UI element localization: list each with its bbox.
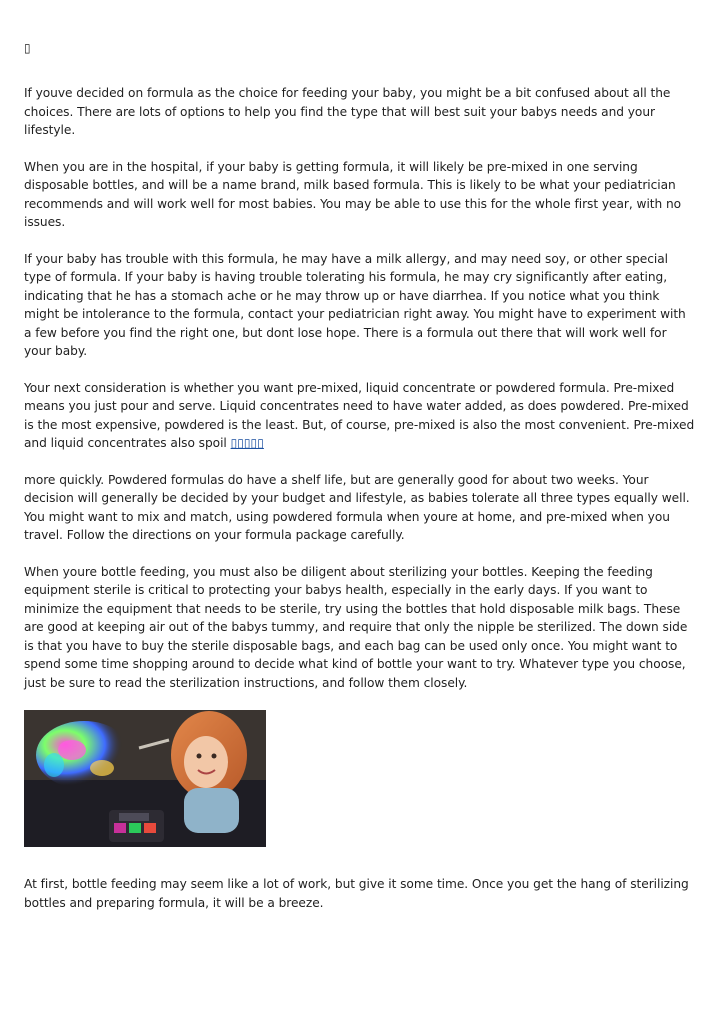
article-photo-graphic xyxy=(24,710,266,847)
article-photo xyxy=(24,710,266,847)
document-page xyxy=(24,40,696,930)
paragraph-powdered: more quickly. Powdered formulas do have a shelf life, but are generally good for about two weeks. Your decision will generally be decided by your budget and lifestyle, as babies tolerate all three types equally well. You might want to mix and match, using powdered formula when youre at home, and pre-mixed when you travel. Follow the directions on your formula package carefully. xyxy=(24,472,690,542)
missing-glyph-marker: ▯ xyxy=(24,41,31,55)
inline-link[interactable]: ▯▯▯▯▯ xyxy=(230,436,264,450)
paragraph-formula-types-text: Your next consideration is whether you want pre-mixed, liquid concentrate or powdered formula. Pre-mixed means you just pour and serve. Liquid concentrates need to have water added, as does powdered. Pre-mixed is the most expensive, powdered is the least. But, of course, pre-mixed is also the most convenient. Pre-mixed and liquid concentrates also spoil xyxy=(24,380,695,450)
paragraph-hospital: When you are in the hospital, if your baby is getting formula, it will likely be pre-mixed in one serving disposable bottles, and will be a name brand, milk based formula. This is likely to be what your pediatrician recommends and will work well for most babies. You may be able to use this for the whole first year, with no issues. xyxy=(24,159,682,229)
paragraph-intro: If youve decided on formula as the choice for feeding your baby, you might be a bit confused about all the choices. There are lots of options to help you find the type that will best suit your babys needs and your lifestyle. xyxy=(24,86,671,137)
paragraph-sterilizing: When youre bottle feeding, you must also be diligent about sterilizing your bottles. Keeping the feeding equipment sterile is critical to protecting your babys health, especially in the early days. If you want to minimize the equipment that needs to be sterile, try using the bottles that hold disposable milk bags. These are good at keeping air out of the babys tummy, and require that only the nipple be sterilized. The down side is that you have to buy the sterile disposable bags, and each bag can be used only once. You might want to spend some time shopping around to decide what kind of bottle your want to try. Whatever type you choose, just be sure to read the sterilization instructions, and follow them closely. xyxy=(24,564,688,690)
paragraph-formula-types xyxy=(24,379,696,453)
paragraph-allergy: If your baby has trouble with this formula, he may have a milk allergy, and may need soy, or other special type of formula. If your baby is having trouble tolerating his formula, he may cry significantly after eating, indicating that he has a stomach ache or he may throw up or have diarrhea. If you notice what you think might be intolerance to the formula, contact your pediatrician right away. You might have to experiment with a few before you find the right one, but dont lose hope. There is a formula out there that will work well for your baby. xyxy=(24,251,686,358)
paragraph-closing: At first, bottle feeding may seem like a lot of work, but give it some time. Once you get the hang of sterilizing bottles and preparing formula, it will be a breeze. xyxy=(24,877,689,910)
